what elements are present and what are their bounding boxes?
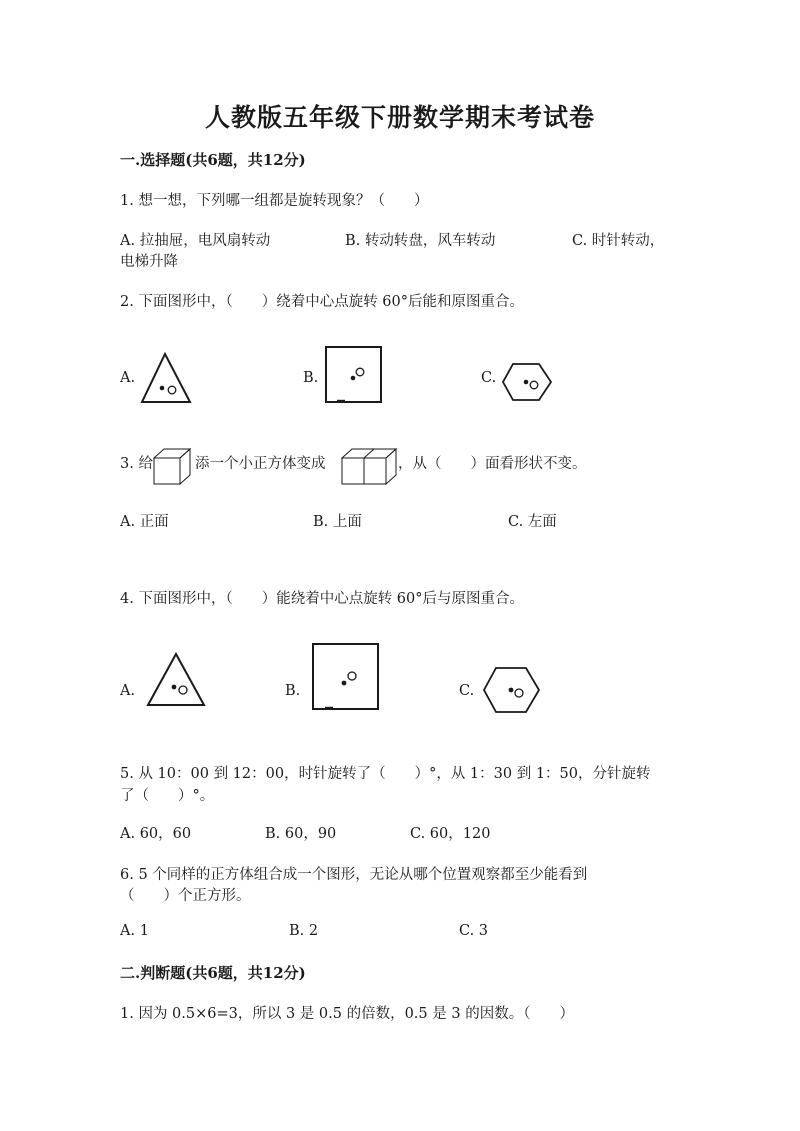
- question-5-stem-line2: 了（ ）°。: [120, 788, 215, 804]
- question-5-option-b: B. 60，90: [265, 826, 337, 842]
- question-6-stem-line1: 6. 5 个同样的正方体组合成一个图形，无论从哪个位置观察都至少能看到: [120, 867, 588, 883]
- question-3-option-c: C. 左面: [508, 514, 557, 530]
- question-5-option-a: A. 60，60: [120, 826, 192, 842]
- question-2-label-c: C.: [481, 370, 497, 386]
- question-4-triangle-figure: [146, 652, 208, 708]
- question-1-option-c: C. 时针转动，: [572, 233, 665, 249]
- question-4-label-a: A.: [120, 683, 136, 699]
- question-2-label-a: A.: [120, 370, 136, 386]
- section-header-choice: 一.选择题(共6题，共12分): [120, 151, 306, 169]
- question-3-stem-start: 3. 给: [120, 456, 153, 472]
- question-6-option-a: A. 1: [120, 923, 149, 939]
- question-4-stem: 4. 下面图形中，（ ）能绕着中心点旋转 60°后与原图重合。: [120, 591, 525, 607]
- question-4-hexagon-figure: [482, 666, 542, 716]
- question-6-option-c: C. 3: [459, 923, 489, 939]
- question-2-square-figure: [325, 346, 383, 404]
- judgment-question-1-stem: 1. 因为 0.5×6=3，所以 3 是 0.5 的倍数，0.5 是 3 的因数。（ ）: [120, 1006, 574, 1022]
- question-3-stem-end: ，从（ ）面看形状不变。: [398, 456, 587, 472]
- section-header-judgment: 二.判断题(共6题，共12分): [120, 964, 306, 982]
- question-6-option-b: B. 2: [289, 923, 319, 939]
- question-4-square-figure: [312, 643, 380, 711]
- question-5-stem-line1: 5. 从 10：00 到 12：00，时针旋转了（ ）°，从 1：30 到 1：50，分针旋转: [120, 766, 651, 782]
- question-2-stem: 2. 下面图形中，（ ）绕着中心点旋转 60°后能和原图重合。: [120, 294, 525, 310]
- question-2-triangle-figure: [140, 352, 192, 406]
- page-title: 人教版五年级下册数学期末考试卷: [204, 103, 595, 132]
- question-3-two-cubes-figure: [340, 446, 402, 488]
- question-1-stem: 1. 想一想，下列哪一组都是旋转现象？（ ）: [120, 193, 429, 209]
- question-6-stem-line2: （ ）个正方形。: [120, 888, 251, 904]
- question-1-option-c-continued: 电梯升降: [120, 254, 178, 270]
- question-3-stem-middle: 添一个小正方体变成: [195, 456, 326, 472]
- question-1-option-b: B. 转动转盘，风车转动: [345, 233, 496, 249]
- question-4-label-b: B.: [285, 683, 301, 699]
- question-1-option-a: A. 拉抽屉，电风扇转动: [120, 233, 271, 249]
- question-2-hexagon-figure: [501, 362, 553, 404]
- question-3-option-b: B. 上面: [313, 514, 362, 530]
- question-3-option-a: A. 正面: [120, 514, 169, 530]
- question-4-label-c: C.: [459, 683, 475, 699]
- question-3-cube-figure: [152, 446, 194, 488]
- question-5-option-c: C. 60，120: [410, 826, 491, 842]
- question-2-label-b: B.: [303, 370, 319, 386]
